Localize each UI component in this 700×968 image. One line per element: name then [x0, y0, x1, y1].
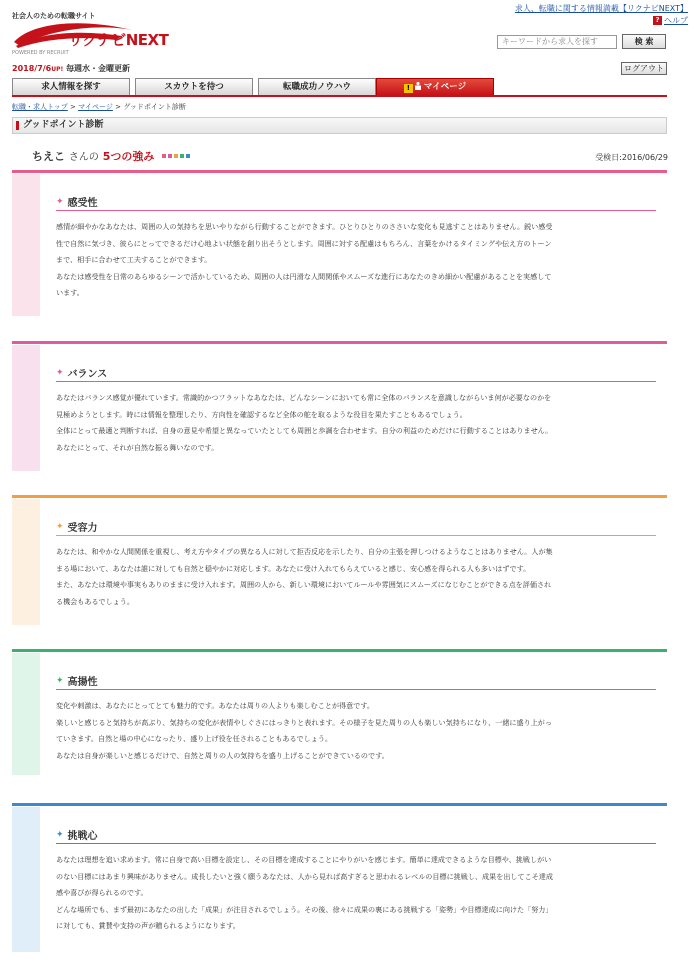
card-top-bar: [12, 649, 667, 652]
card-divider: [56, 381, 656, 382]
card-title-text: バランス: [67, 369, 108, 380]
search-input[interactable]: キーワードから求人を探す: [497, 35, 617, 49]
card-title: [56, 827, 98, 842]
card-divider: [56, 689, 656, 690]
tab-scout[interactable]: [135, 78, 253, 95]
strength-heading: [32, 148, 192, 164]
color-dot: [174, 154, 178, 158]
card-title: [56, 365, 107, 380]
tab-knowhow[interactable]: [258, 78, 376, 95]
user-name: ちえこ: [32, 150, 65, 163]
card-body-line: 見極めようとします。時には情報を整理したり、方向性を確認するなど全体の舵を取るような役目を果たすこともあるでしょう。: [56, 409, 467, 419]
exam-date: 受検日:2016/06/29: [595, 153, 668, 162]
card-side-bar: [12, 807, 40, 952]
card-body: [56, 219, 656, 302]
card-body-line: のない目標にはあまり興味がありません。成長したいと強く願うあなたは、人から見れば高すぎると思われるレベルの目標に挑戦し、成果を出してこそ達成: [56, 871, 553, 881]
card-body-line: います。: [56, 288, 84, 297]
person-icon: [415, 82, 421, 90]
card-side-bar: [12, 174, 40, 316]
tab-mypage[interactable]: [376, 78, 494, 95]
tab-label: 求人情報を探す: [41, 82, 101, 92]
color-dot: [162, 154, 166, 158]
sparkle-icon: ✦: [56, 675, 64, 686]
card-title: [56, 519, 98, 534]
card-body-line: 感情が細やかなあなたは、周囲の人の気持ちを思いやりながら行動することができます。ひとりひとりのささいな変化も見逃すことはありません。鋭い感受: [56, 222, 553, 231]
card-title-text: 高揚性: [67, 677, 98, 688]
card-top-bar: [12, 495, 667, 498]
sparkle-icon: ✦: [56, 196, 64, 207]
card-top-bar: [12, 341, 667, 344]
card-title-text: 挑戦心: [67, 831, 98, 842]
help-label: ヘルプ: [664, 16, 688, 25]
card-top-bar: [12, 170, 667, 173]
breadcrumb-mypage[interactable]: マイページ: [78, 103, 113, 111]
card-body-line: また、あなたは環境や事実もありのままに受け入れます。周囲の人から、新しい環境においてルールや雰囲気にスムーズになじむことができる点を評価され: [56, 580, 552, 589]
color-dot: [186, 154, 190, 158]
card-body-line: に対しても、賞賛や支持の声が贈られるようになります。: [56, 921, 240, 930]
suffix: さんの: [68, 152, 99, 163]
update-text: 毎週水・金曜更新: [66, 64, 131, 73]
site-tagline: 社会人のための転職サイト: [12, 12, 96, 20]
card-body: [56, 698, 656, 764]
tab-label: スカウトを待つ: [164, 82, 224, 92]
card-body-line: まで、相手に合わせて工夫することができます。: [56, 255, 212, 264]
main-nav: [12, 78, 667, 97]
card-body-line: 全体にとって最適と判断すれば、自身の意見や希望と異なっていたとしても周囲と歩調を合わせます。自分の利益のためだけに行動することはありません。: [56, 426, 553, 435]
breadcrumb: [12, 102, 186, 112]
warning-icon: !: [404, 84, 413, 93]
tab-label: マイページ: [423, 82, 467, 92]
card-divider: [56, 843, 656, 844]
card-divider: [56, 210, 656, 211]
strengths-label: 5つの強み: [102, 150, 155, 163]
update-date: 2018/7/6: [12, 64, 52, 73]
card-body-line: る機会もあるでしょう。: [56, 596, 134, 606]
card-side-bar: [12, 653, 40, 775]
breadcrumb-sep: >: [70, 103, 76, 111]
site-logo[interactable]: [12, 20, 172, 56]
card-body-line: ていきます。自然と場の中心になったり、盛り上げ役を任されることもあるでしょう。: [56, 734, 333, 743]
card-body-line: あなたは、和やかな人間関係を重視し、考え方やタイプの異なる人に対して拒否反応を示したり、自分の主張を押しつけるようなことはありません。人が集: [56, 547, 553, 556]
card-title: [56, 673, 98, 688]
card-body-line: あなたはバランス感覚が優れています。常識的かつフラットなあなたは、どんなシーンにおいても常に全体のバランスを意識しながらいま何が必要なのかを: [56, 393, 552, 402]
card-body-line: 変化や刺激は、あなたにとってとても魅力的です。あなたは周りの人よりも楽しむことが得意です。: [56, 701, 374, 710]
card-body-line: 感や喜びが得られるのです。: [56, 888, 148, 897]
card-body: [56, 544, 656, 610]
color-dots: [162, 148, 192, 161]
logo-powered: POWERED BY RECRUIT: [12, 50, 69, 56]
breadcrumb-current: グッドポイント診断: [123, 103, 186, 111]
card-body: [56, 852, 656, 935]
sparkle-icon: ✦: [56, 367, 64, 378]
sparkle-icon: ✦: [56, 829, 64, 840]
card-divider: [56, 535, 656, 536]
tab-label: 転職成功ノウハウ: [282, 82, 351, 92]
card-title-text: 受容力: [67, 523, 98, 534]
card-title: [56, 194, 98, 209]
logout-button[interactable]: ログアウト: [621, 62, 667, 75]
card-top-bar: [12, 803, 667, 806]
card-body-line: 性で自然に気づき、彼らにとってできるだけ心地よい状態を創り出そうとします。周囲に対する配慮はもちろん、言葉をかけるタイミングや伝え方のトーン: [56, 238, 552, 248]
search-button[interactable]: 検 索: [622, 34, 666, 49]
color-dot: [180, 154, 184, 158]
card-body-line: あなたにとって、それが自然な振る舞いなのです。: [56, 442, 219, 452]
card-body-line: あなたは理想を追い求めます。常に自身で高い目標を設定し、その目標を達成することにやりがいを感じます。簡単に達成できるような目標や、挑戦しがい: [56, 855, 552, 864]
help-icon: ?: [653, 16, 662, 25]
card-body-line: どんな場所でも、まず最初にあなたの出した「成果」が注目されるでしょう。その後、徐々に成果の裏にある挑戦する「姿勢」や目標達成に向けた「努力」: [56, 904, 553, 914]
breadcrumb-sep: >: [115, 103, 121, 111]
card-body: [56, 390, 656, 456]
sparkle-icon: ✦: [56, 521, 64, 532]
card-body-line: 楽しいと感じると気持ちが高ぶり、気持ちの変化が表情やしぐさにはっきりと表れます。その様子を見た周りの人も楽しい気持ちになり、一緒に盛り上がっ: [56, 717, 552, 727]
up-badge: UP!: [51, 66, 64, 73]
card-body-line: まる場において、あなたは誰に対しても自然と穏やかに対応します。あなたに受け入れてもらえていると感じ、安心感を得られる人も多いはずです。: [56, 563, 531, 573]
page-title: グッドポイント診断: [12, 117, 667, 134]
tab-search-jobs[interactable]: [12, 78, 130, 95]
logo-text: リクナビNEXT: [68, 31, 169, 49]
update-info: [12, 63, 130, 74]
card-title-text: 感受性: [67, 198, 98, 209]
color-dot: [168, 154, 172, 158]
card-body-line: あなたは感受性を日常のあらゆるシーンで活かしているため、周囲の人は円滑な人間関係やスムーズな進行にあなたのきめ細かい配慮があることを実感して: [56, 271, 552, 281]
top-link[interactable]: 求人、転職に関する情報満載【リクナビNEXT】: [514, 4, 688, 13]
help-link[interactable]: [653, 15, 688, 26]
card-side-bar: [12, 499, 40, 625]
card-side-bar: [12, 345, 40, 471]
breadcrumb-top[interactable]: 転職・求人トップ: [12, 103, 68, 111]
card-body-line: あなたは自身が楽しいと感じるだけで、自然と周りの人の気持ちを盛り上げることができているのです。: [56, 750, 389, 760]
